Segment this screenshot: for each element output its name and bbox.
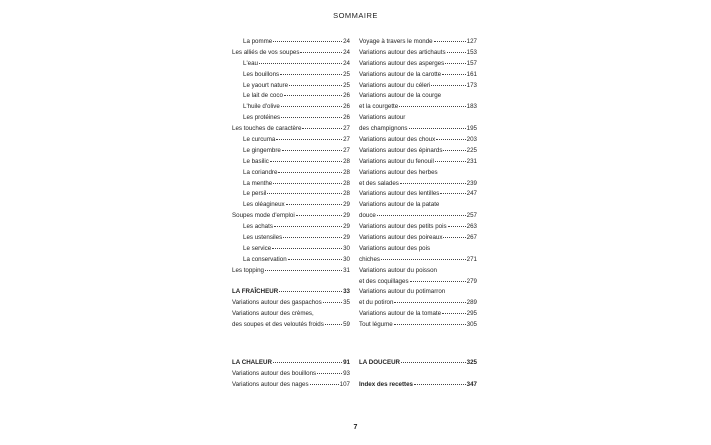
toc-entry-page: 27 — [343, 136, 350, 144]
toc-entry-label: Tout légume — [359, 321, 393, 329]
toc-leader-dots — [274, 226, 342, 227]
toc-leader-dots — [381, 259, 466, 260]
toc-spacer — [232, 343, 350, 359]
toc-entry-page: 24 — [343, 48, 350, 56]
toc-entry[interactable] — [232, 212, 350, 223]
toc-entry[interactable] — [232, 234, 350, 245]
toc-entry-page: 225 — [466, 146, 477, 154]
toc-entry[interactable] — [359, 103, 477, 114]
toc-leader-dots — [325, 324, 342, 325]
toc-entry[interactable] — [359, 92, 477, 103]
toc-right-column — [359, 38, 477, 392]
toc-leader-dots — [440, 193, 465, 194]
toc-entry-label: Les topping — [232, 266, 264, 274]
toc-entry[interactable] — [359, 169, 477, 180]
toc-leader-dots — [270, 161, 342, 162]
toc-entry-label: Variations autour des nages — [232, 380, 309, 388]
toc-section-heading[interactable] — [232, 288, 350, 299]
toc-entry[interactable] — [359, 321, 477, 332]
toc-entry[interactable] — [359, 288, 477, 299]
toc-entry-page: 295 — [466, 310, 477, 318]
toc-entry-label: Les achats — [243, 223, 273, 231]
toc-entry[interactable] — [232, 158, 350, 169]
toc-entry-label: Les touches de caractère — [232, 125, 302, 133]
toc-entry-page: 24 — [343, 38, 350, 45]
toc-entry-label: et la courgette — [359, 103, 399, 111]
toc-entry-label: Variations autour des choux — [359, 136, 436, 144]
toc-entry-page: 28 — [343, 190, 350, 198]
toc-entry[interactable] — [359, 212, 477, 223]
toc-entry-page: 325 — [466, 358, 477, 366]
toc-entry-page: 28 — [343, 157, 350, 165]
toc-entry-label: Variations autour — [359, 114, 406, 122]
toc-entry-page: 26 — [343, 92, 350, 100]
toc-entry[interactable] — [232, 92, 350, 103]
toc-entry-label: Le service — [243, 244, 272, 252]
toc-entry-page: 28 — [343, 179, 350, 187]
toc-entry[interactable] — [359, 310, 477, 321]
toc-entry-label: Les ustensiles — [243, 234, 283, 242]
toc-entry[interactable] — [359, 158, 477, 169]
toc-entry-label: Variations autour des petits pois — [359, 223, 447, 231]
toc-entry-label: LA DOUCEUR — [359, 358, 401, 366]
toc-entry-page: 35 — [343, 299, 350, 307]
toc-entry-label: Variations autour de la carotte — [359, 70, 442, 78]
toc-entry[interactable] — [359, 180, 477, 191]
toc-entry-label: Variations autour du fenouil — [359, 157, 434, 165]
toc-entry-page: 93 — [343, 369, 350, 377]
toc-entry[interactable] — [232, 180, 350, 191]
toc-leader-dots — [443, 237, 465, 238]
toc-entry[interactable] — [232, 190, 350, 201]
toc-entry-label: Variations autour des épinards — [359, 146, 443, 154]
toc-leader-dots — [279, 291, 342, 292]
toc-entry[interactable] — [232, 245, 350, 256]
toc-entry[interactable] — [232, 103, 350, 114]
toc-entry-page: 161 — [466, 70, 477, 78]
toc-entry-label: Variations autour du potimarron — [359, 288, 446, 296]
toc-entry-label: La conservation — [243, 255, 287, 263]
toc-entry-page: 26 — [343, 103, 350, 111]
toc-leader-dots — [394, 302, 465, 303]
toc-leader-dots — [436, 139, 465, 140]
toc-leader-dots — [281, 117, 342, 118]
toc-entry-label: Les oléagineux — [243, 201, 285, 209]
toc-entry-label: Variations autour des herbes — [359, 168, 438, 176]
toc-entry-label: des champignons — [359, 125, 408, 133]
toc-entry-page: 29 — [343, 201, 350, 209]
toc-entry-page: 157 — [466, 59, 477, 67]
toc-entry-page: 239 — [466, 179, 477, 187]
toc-leader-dots — [410, 281, 466, 282]
toc-entry-label: Le gingembre — [243, 146, 281, 154]
toc-entry-label: et des coquillages — [359, 277, 409, 285]
toc-entry-page: 26 — [343, 114, 350, 122]
toc-entry-page: 289 — [466, 299, 477, 307]
toc-entry-page: 267 — [466, 234, 477, 242]
toc-leader-dots — [377, 215, 466, 216]
toc-leader-dots — [289, 85, 342, 86]
toc-leader-dots — [442, 74, 466, 75]
toc-leader-dots — [323, 302, 342, 303]
toc-entry-page: 25 — [343, 81, 350, 89]
toc-entry[interactable] — [359, 234, 477, 245]
toc-entry[interactable] — [359, 245, 477, 256]
toc-entry-label: LA CHALEUR — [232, 358, 272, 366]
toc-entry-label: Variations autour des asperges — [359, 59, 445, 67]
toc-entry-label: Variations autour des gaspachos — [232, 299, 322, 307]
toc-entry-label: Variations autour du poisson — [359, 266, 437, 274]
toc-entry-page: 247 — [466, 190, 477, 198]
toc-entry-page: 27 — [343, 146, 350, 154]
toc-entry-label: Variations autour de la tomate — [359, 310, 442, 318]
toc-leader-dots — [447, 52, 466, 53]
toc-entry[interactable] — [359, 223, 477, 234]
toc-entry-label: Le persil — [243, 190, 267, 198]
toc-entry[interactable] — [359, 256, 477, 267]
toc-entry-label: La coriandre — [243, 168, 278, 176]
toc-leader-dots — [272, 248, 342, 249]
toc-entry-page: 183 — [466, 103, 477, 111]
toc-entry-page: 305 — [466, 321, 477, 329]
toc-entry-page: 27 — [343, 125, 350, 133]
toc-entry[interactable] — [359, 299, 477, 310]
toc-leader-dots — [273, 41, 342, 42]
toc-leader-dots — [284, 95, 342, 96]
toc-entry[interactable] — [232, 60, 350, 71]
toc-entry[interactable] — [232, 299, 350, 310]
toc-entry-label: La pomme — [243, 38, 273, 45]
toc-entry[interactable] — [232, 267, 350, 278]
toc-entry[interactable] — [232, 223, 350, 234]
toc-entry[interactable] — [359, 114, 477, 125]
toc-entry[interactable] — [359, 190, 477, 201]
toc-leader-dots — [296, 215, 342, 216]
toc-entry[interactable] — [359, 125, 477, 136]
toc-entry[interactable] — [359, 49, 477, 60]
toc-leader-dots — [434, 41, 466, 42]
toc-leader-dots — [283, 237, 342, 238]
toc-entry[interactable] — [232, 71, 350, 82]
toc-entry[interactable] — [232, 125, 350, 136]
toc-entry-label: Variations autour de la courge — [359, 92, 442, 100]
toc-entry-label: Le yaourt nature — [243, 81, 289, 89]
toc-entry-page: 271 — [466, 255, 477, 263]
toc-entry-page: 107 — [339, 380, 350, 388]
toc-entry-label: et des salades — [359, 179, 399, 187]
toc-leader-dots — [310, 384, 339, 385]
toc-entry-label: chiches — [359, 255, 380, 263]
toc-spacer — [359, 343, 477, 359]
toc-entry-label: Variations autour des artichauts — [359, 48, 446, 56]
toc-entry[interactable] — [359, 60, 477, 71]
toc-leader-dots — [394, 324, 466, 325]
toc-entry-page: 29 — [343, 223, 350, 231]
toc-spacer — [232, 278, 350, 289]
toc-entry-label: douce — [359, 212, 376, 220]
toc-entry-label: des soupes et des veloutés froids — [232, 321, 324, 329]
toc-entry-page: 231 — [466, 157, 477, 165]
toc-entry-page: 279 — [466, 277, 477, 285]
toc-entry[interactable] — [232, 321, 350, 332]
toc-entry-page: 30 — [343, 255, 350, 263]
toc-entry-label: Les bouillons — [243, 70, 280, 78]
toc-entry-page: 347 — [466, 380, 477, 388]
toc-leader-dots — [445, 63, 465, 64]
toc-leader-dots — [448, 226, 466, 227]
toc-entry-label: Les protéines — [243, 114, 281, 122]
toc-entry-label: L'eau — [243, 59, 258, 67]
toc-entry[interactable] — [232, 201, 350, 212]
toc-entry[interactable] — [232, 169, 350, 180]
toc-entry-page: 263 — [466, 223, 477, 231]
toc-entry-page: 195 — [466, 125, 477, 133]
toc-leader-dots — [317, 373, 342, 374]
toc-entry[interactable] — [232, 82, 350, 93]
toc-entry-page: 31 — [343, 266, 350, 274]
toc-entry-label: Voyage à travers le monde — [359, 38, 433, 45]
toc-entry-label: Variations autour des pois — [359, 244, 431, 252]
toc-leader-dots — [286, 204, 342, 205]
toc-entry-page: 127 — [466, 38, 477, 45]
toc-entry-page: 203 — [466, 136, 477, 144]
toc-entry-page: 33 — [343, 288, 350, 296]
toc-leader-dots — [267, 193, 342, 194]
toc-entry[interactable] — [359, 82, 477, 93]
toc-entry[interactable] — [359, 71, 477, 82]
toc-entry-label: Soupes mode d'emploi — [232, 212, 295, 220]
toc-leader-dots — [431, 85, 465, 86]
toc-leader-dots — [443, 150, 465, 151]
toc-entry-page: 91 — [343, 358, 350, 366]
toc-spacer — [359, 332, 477, 343]
toc-leader-dots — [276, 139, 342, 140]
toc-leader-dots — [409, 128, 466, 129]
toc-leader-dots — [442, 313, 466, 314]
toc-entry[interactable] — [359, 278, 477, 289]
toc-entry[interactable] — [359, 38, 477, 49]
toc-entry[interactable] — [232, 49, 350, 60]
toc-entry-label: Le curcuma — [243, 136, 276, 144]
toc-entry-label: Index des recettes — [359, 380, 413, 388]
toc-entry[interactable] — [232, 38, 350, 49]
toc-spacer — [359, 370, 477, 381]
toc-entry-label: et du potiron — [359, 299, 394, 307]
toc-leader-dots — [401, 362, 466, 363]
toc-left-column — [232, 38, 350, 392]
toc-entry-page: 29 — [343, 234, 350, 242]
toc-entry-page: 25 — [343, 70, 350, 78]
toc-entry[interactable] — [232, 310, 350, 321]
toc-entry[interactable] — [232, 381, 350, 392]
toc-entry-page: 24 — [343, 59, 350, 67]
toc-entry[interactable] — [232, 114, 350, 125]
toc-entry-label: Variations autour des poireaux — [359, 234, 443, 242]
page-number: 7 — [353, 424, 358, 431]
toc-entry-page: 173 — [466, 81, 477, 89]
toc-section-heading[interactable] — [232, 359, 350, 370]
toc-leader-dots — [435, 161, 466, 162]
toc-spacer — [232, 332, 350, 343]
page-title: SOMMAIRE — [333, 11, 378, 20]
toc-entry[interactable] — [232, 136, 350, 147]
toc-leader-dots — [300, 52, 342, 53]
toc-entry[interactable] — [232, 147, 350, 158]
toc-leader-dots — [288, 259, 342, 260]
toc-entry[interactable] — [359, 136, 477, 147]
toc-leader-dots — [414, 384, 466, 385]
toc-leader-dots — [265, 270, 342, 271]
toc-leader-dots — [281, 106, 342, 107]
toc-entry-page: 29 — [343, 212, 350, 220]
toc-entry[interactable] — [359, 147, 477, 158]
toc-entry[interactable] — [359, 267, 477, 278]
toc-entry-page: 28 — [343, 168, 350, 176]
toc-section-heading[interactable] — [359, 359, 477, 370]
toc-leader-dots — [280, 74, 342, 75]
toc-leader-dots — [278, 172, 342, 173]
toc-entry-label: Variations autour des lentilles — [359, 190, 440, 198]
toc-entry-label: Variations autour du céleri — [359, 81, 431, 89]
toc-entry-label: LA FRAÎCHEUR — [232, 288, 279, 296]
toc-leader-dots — [273, 183, 342, 184]
toc-entry-label: La menthe — [243, 179, 273, 187]
toc-leader-dots — [302, 128, 342, 129]
toc-leader-dots — [400, 183, 466, 184]
toc-entry-page: 257 — [466, 212, 477, 220]
toc-entry-label: Le lait de coco — [243, 92, 283, 100]
toc-leader-dots — [273, 362, 342, 363]
toc-entry-page: 30 — [343, 244, 350, 252]
toc-entry-label: L'huile d'olive — [243, 103, 280, 111]
toc-leader-dots — [399, 106, 465, 107]
toc-entry[interactable] — [232, 370, 350, 381]
toc-section-heading[interactable] — [359, 381, 477, 392]
toc-entry[interactable] — [232, 256, 350, 267]
toc-entry-label: Le basilic — [243, 157, 269, 165]
toc-entry-page: 59 — [343, 321, 350, 329]
toc-leader-dots — [259, 63, 342, 64]
toc-entry-label: Variations autour de la patate — [359, 201, 440, 209]
toc-entry[interactable] — [359, 201, 477, 212]
toc-entry-label: Les alliés de vos soupes — [232, 48, 300, 56]
toc-entry-label: Variations autour des crèmes, — [232, 310, 314, 318]
toc-leader-dots — [282, 150, 342, 151]
toc-entry-page: 153 — [466, 48, 477, 56]
toc-entry-label: Variations autour des bouillons — [232, 369, 317, 377]
